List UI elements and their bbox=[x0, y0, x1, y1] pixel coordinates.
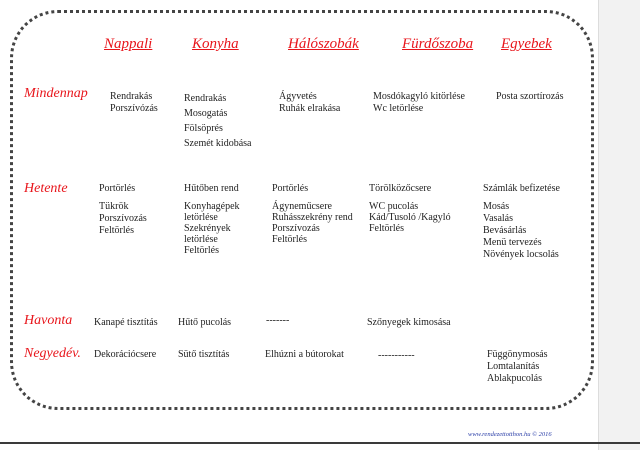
cell-hetente-konyha bbox=[184, 183, 240, 256]
column-header-furdoszoba: Fürdőszoba bbox=[402, 36, 474, 52]
row-label-hetente: Hetente bbox=[24, 181, 68, 196]
task-item: Szekrények bbox=[184, 223, 231, 234]
cell-havonta-konyha bbox=[178, 317, 231, 329]
cell-negyedev-nappali bbox=[94, 349, 156, 361]
cell-mindennap-haloszobak bbox=[279, 91, 340, 115]
cell-negyedev-konyha bbox=[178, 349, 229, 361]
task-item: Kanapé tisztítás bbox=[94, 317, 158, 328]
task-item: Portörlés bbox=[99, 183, 136, 194]
task-item: Számlák befizetése bbox=[483, 183, 560, 194]
task-item: WC pucolás bbox=[369, 201, 419, 212]
task-item: Feltörlés bbox=[272, 234, 307, 245]
column-header-nappali: Nappali bbox=[104, 36, 153, 52]
task-item: Bevásárlás bbox=[483, 225, 527, 236]
cell-mindennap-konyha bbox=[184, 91, 251, 151]
cell-hetente-egyebek bbox=[483, 183, 560, 261]
task-item: Ruhásszekrény rend bbox=[272, 212, 353, 223]
task-item: Feltörlés bbox=[369, 223, 404, 234]
task-item: Növények locsolás bbox=[483, 249, 559, 260]
task-item: Ágyvetés bbox=[279, 91, 317, 102]
task-item: letörlése bbox=[184, 212, 218, 223]
cell-negyedev-egyebek bbox=[487, 349, 548, 385]
task-item: Kád/Tusoló /Kagyló bbox=[369, 212, 451, 223]
task-item: Mosdókagyló kitörlése bbox=[373, 91, 465, 102]
cell-havonta-furdoszoba bbox=[367, 317, 451, 329]
task-item: Portörlés bbox=[272, 183, 309, 194]
cell-negyedev-haloszobak bbox=[265, 349, 344, 361]
cell-hetente-haloszobak bbox=[272, 183, 353, 245]
cell-havonta-nappali bbox=[94, 317, 158, 329]
task-item: Szőnyegek kimosása bbox=[367, 317, 451, 328]
cell-mindennap-nappali bbox=[110, 91, 158, 115]
task-item: Menü tervezés bbox=[483, 237, 542, 248]
column-header-egyebek: Egyebek bbox=[501, 36, 552, 52]
cell-negyedev-furdoszoba bbox=[378, 350, 415, 362]
task-item: Fölsöprés bbox=[184, 123, 223, 134]
task-item: Elhúzni a bútorokat bbox=[265, 349, 344, 360]
task-item: Ablakpucolás bbox=[487, 373, 542, 384]
bottom-divider bbox=[0, 442, 640, 444]
cell-mindennap-egyebek bbox=[496, 91, 564, 103]
task-item: Porszívózás bbox=[110, 103, 158, 114]
row-label-negyedev: Negyedév. bbox=[24, 346, 81, 361]
task-item: ------- bbox=[266, 315, 290, 326]
task-item: Függönymosás bbox=[487, 349, 548, 360]
cell-havonta-haloszobak bbox=[266, 315, 289, 327]
cell-hetente-nappali bbox=[99, 183, 147, 237]
task-item: Mosogatás bbox=[184, 108, 228, 119]
task-item: Lomtalanítás bbox=[487, 361, 540, 372]
task-item: Ágyneműcsere bbox=[272, 201, 332, 212]
column-header-haloszobak: Hálószobák bbox=[288, 36, 359, 52]
column-header-konyha: Konyha bbox=[192, 36, 239, 52]
footer-copyright: www.rendezettotthon.hu © 2016 bbox=[468, 431, 552, 438]
task-item: Dekorációcsere bbox=[94, 349, 157, 360]
task-item: Porszívozás bbox=[272, 223, 320, 234]
task-item: Rendrakás bbox=[184, 93, 227, 104]
task-item: Rendrakás bbox=[110, 91, 153, 102]
row-label-mindennap: Mindennap bbox=[24, 86, 88, 101]
task-item: Ruhák elrakása bbox=[279, 103, 341, 114]
side-panel bbox=[598, 0, 640, 450]
cell-hetente-furdoszoba bbox=[369, 183, 451, 234]
task-item: Hűtő pucolás bbox=[178, 317, 232, 328]
cell-mindennap-furdoszoba bbox=[373, 91, 465, 115]
task-item: letörlése bbox=[184, 234, 218, 245]
task-item: Feltörlés bbox=[99, 225, 134, 236]
task-item: Posta szortírozás bbox=[496, 91, 564, 102]
task-item: Törölközőcsere bbox=[369, 183, 432, 194]
task-item: Mosás bbox=[483, 201, 510, 212]
task-item: Vasalás bbox=[483, 213, 513, 224]
task-item: Sütő tisztítás bbox=[178, 349, 230, 360]
task-item: Konyhagépek bbox=[184, 201, 240, 212]
task-item: Feltörlés bbox=[184, 245, 219, 256]
task-item: Hűtőben rend bbox=[184, 183, 239, 194]
task-item: Szemét kidobása bbox=[184, 138, 252, 149]
task-item: Wc letörlése bbox=[373, 103, 424, 114]
task-item: Tükrök bbox=[99, 201, 129, 212]
row-label-havonta: Havonta bbox=[24, 313, 73, 328]
task-item: ----------- bbox=[378, 350, 415, 361]
task-item: Porszívozás bbox=[99, 213, 147, 224]
